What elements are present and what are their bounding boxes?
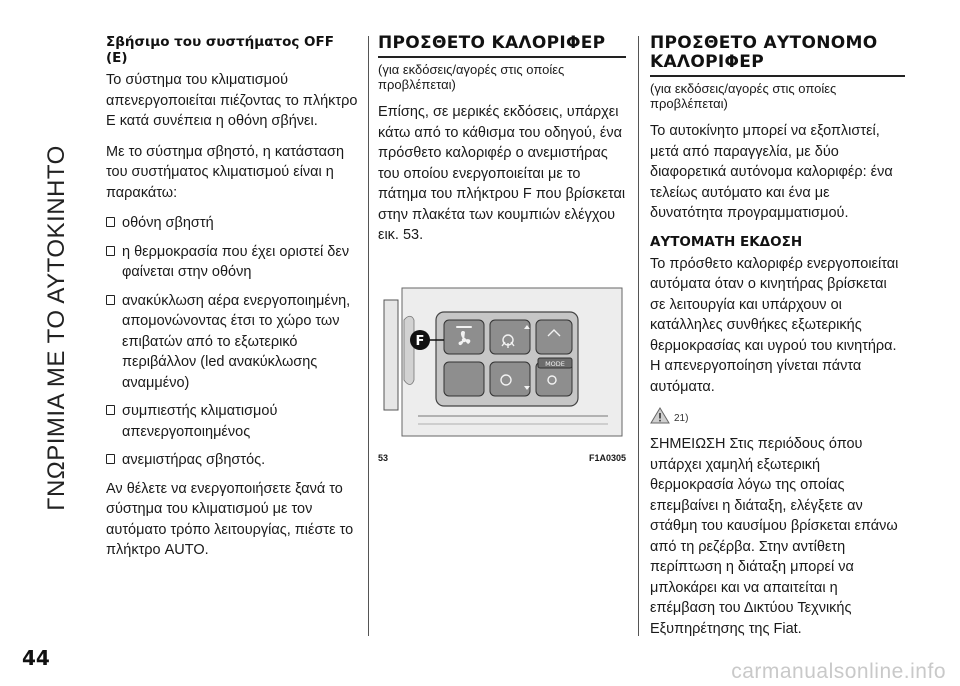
status-list bbox=[106, 213, 358, 471]
list-item: οθόνη σβηστή bbox=[106, 213, 358, 234]
warning-number: 21) bbox=[674, 413, 689, 424]
paragraph: ΣΗΜΕΙΩΣΗ Στις περιόδους όπου υπάρχει χαμηλή εξωτερική θερμοκρασία λόγω της οποίας επεμβαίνει η διάταξη, ελέγξετε αν στάθμη του καυσίμου βρίσκεται επάνω από τη ρεζέρβα. Στην αντίθετη περίπτωση η διάταξη μπορεί να μπλοκάρει και να απαιτείται η επέμβαση του Δικτύου Τεχνικής Εξυπηρέτησης της Fiat. bbox=[650, 436, 898, 637]
callout-f-label: F bbox=[415, 333, 425, 349]
heater-button bbox=[490, 320, 530, 354]
checkbox-bullet-icon bbox=[106, 295, 115, 305]
paragraph: Με το σύστημα σβηστό, η κατάσταση του συστήματος κλιματισμού είναι η παρακάτω: bbox=[106, 143, 345, 201]
list-item: ανεμιστήρας σβηστός. bbox=[106, 450, 358, 471]
figure-53 bbox=[378, 260, 626, 463]
section-heading-automatic-version: ΑΥΤΟΜΑΤΗ ΕΚΔΟΣΗ bbox=[650, 233, 803, 250]
column-3 bbox=[650, 34, 905, 649]
page-number: 44 bbox=[22, 646, 50, 670]
section-heading-off: Σβήσιμο του συστήματος OFF (E) bbox=[106, 34, 334, 66]
column-divider bbox=[368, 36, 369, 636]
mode-label: MODE bbox=[545, 359, 565, 368]
availability-note: (για εκδόσεις/αγορές στις οποίες προβλέπεται) bbox=[650, 81, 837, 111]
warning-triangle-icon bbox=[650, 407, 670, 424]
figure-caption bbox=[378, 453, 626, 463]
section-heading-autonomous-heater: ΠΡΟΣΘΕΤΟ ΑΥΤΟΝΟΜΟ ΚΑΛΟΡΙΦΕΡ bbox=[650, 34, 905, 77]
availability-note: (για εκδόσεις/αγορές στις οποίες προβλέπεται) bbox=[378, 62, 565, 92]
column-1 bbox=[106, 34, 358, 571]
checkbox-bullet-icon bbox=[106, 405, 115, 415]
footer-watermark: carmanualsonline.info bbox=[731, 660, 946, 683]
paragraph: Το σύστημα του κλιματισμού απενεργοποιείται πιέζοντας το πλήκτρο E κατά συνέπεια η οθόνη σβήνει. bbox=[106, 72, 358, 129]
warning-reference bbox=[650, 407, 905, 424]
section-heading-auxiliary-heater: ΠΡΟΣΘΕΤΟ ΚΑΛΟΡΙΦΕΡ bbox=[378, 34, 626, 58]
checkbox-bullet-icon bbox=[106, 217, 115, 227]
list-item: συμπιεστής κλιματισμού απενεργοποιημένος bbox=[106, 401, 358, 442]
chapter-sidebar bbox=[34, 28, 80, 628]
paragraph: Αν θέλετε να ενεργοποιήσετε ξανά το σύστημα του κλιματισμού με τον αυτόματο τρόπο λειτουργίας, πιέστε το πλήκτρο AUTO. bbox=[106, 480, 354, 558]
column-divider bbox=[638, 36, 639, 636]
control-panel-illustration bbox=[378, 260, 626, 446]
list-item: ανακύκλωση αέρα ενεργοποιημένη, απομονώνοντας έτσι το χώρο των επιβατών από το εξωτερικό περιβάλλον (led ανακύκλωσης αναμμένο) bbox=[106, 291, 358, 394]
paragraph: Επίσης, σε μερικές εκδόσεις, υπάρχει κάτω από το κάθισμα του οδηγού, ένα πρόσθετο καλοριφέρ ο ανεμιστήρας του οποίου ενεργοποιείται με το πάτημα του πλήκτρου F που βρίσκεται στην πλακέτα των κουμπιών ελέγχου εικ. 53. bbox=[378, 104, 626, 243]
figure-number: 53 bbox=[378, 452, 389, 463]
paragraph: Το πρόσθετο καλοριφέρ ενεργοποιείται αυτόματα όταν ο κινητήρας βρίσκεται σε λειτουργία και υπάρχουν οι κατάλληλες συνθήκες εξωτερικής θερμοκρασίας και υγρού του κινητήρα. Η απενεργοποίηση γίνεται πάντα αυτόματα. bbox=[650, 255, 899, 395]
checkbox-bullet-icon bbox=[106, 454, 115, 464]
list-item: η θερμοκρασία που έχει οριστεί δεν φαίνεται στην οθόνη bbox=[106, 242, 358, 283]
paragraph: Το αυτοκίνητο μπορεί να εξοπλιστεί, μετά από παραγγελία, με δύο διαφορετικά αυτόνομα καλοριφέρ: ένα τελείως αυτόματο και ένα με δυνατότητα προγραμματισμού. bbox=[650, 123, 893, 221]
column-2 bbox=[378, 33, 626, 463]
checkbox-bullet-icon bbox=[106, 246, 115, 256]
figure-code: F1A0305 bbox=[588, 452, 626, 463]
chapter-title: ΓΝΩΡΙΜΙΑ ΜΕ ΤΟ ΑΥΤΟΚΙΝΗΤΟ bbox=[43, 145, 71, 511]
